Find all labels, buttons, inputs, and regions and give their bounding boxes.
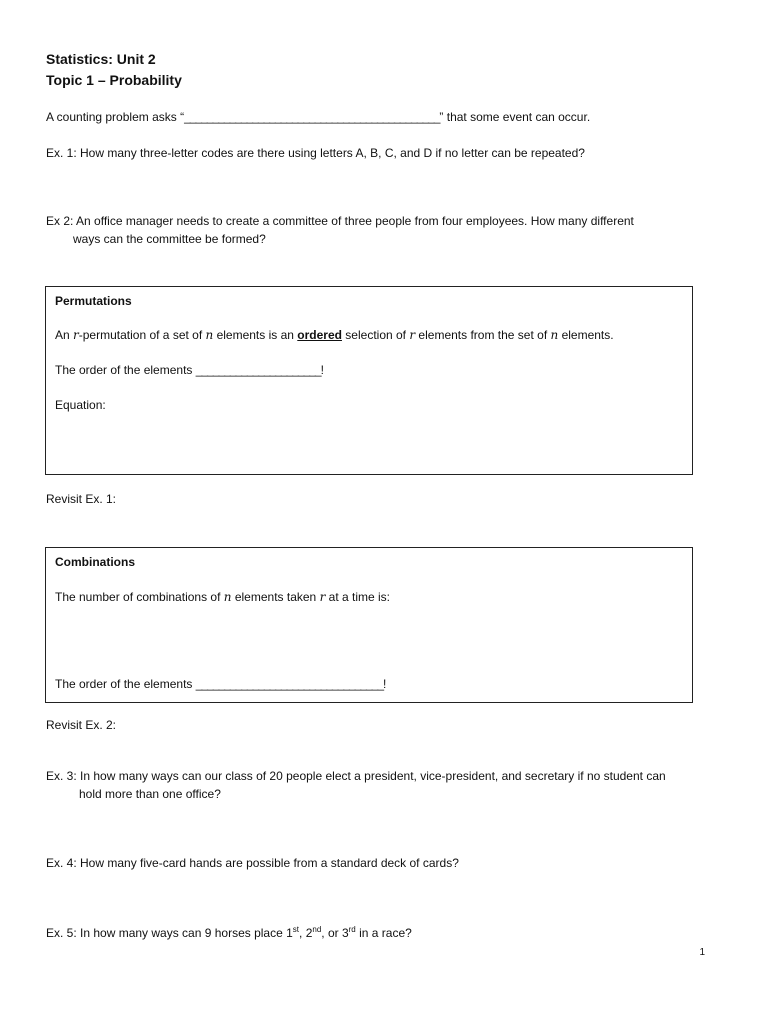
- ordinal-suffix: nd: [312, 925, 322, 934]
- permutations-order-line: [55, 362, 324, 378]
- ordinal-suffix: st: [292, 925, 300, 934]
- revisit-example-1: Revisit Ex. 1:: [46, 492, 117, 506]
- revisit-example-2: Revisit Ex. 2:: [46, 718, 117, 732]
- order-prefix: The order of the elements: [55, 677, 196, 691]
- counting-suffix: ” that some event can occur.: [439, 110, 591, 124]
- page-title: Statistics: Unit 2: [46, 51, 156, 67]
- ex5-text: Ex. 5: In how many ways can 9 horses place 1: [46, 926, 293, 940]
- page-subtitle: Topic 1 – Probability: [46, 72, 182, 88]
- def-text: -permutation of a set of: [78, 328, 206, 342]
- ex5-text: , or 3: [321, 926, 349, 940]
- page-number: 1: [699, 947, 705, 958]
- order-prefix: The order of the elements: [55, 363, 196, 377]
- var-n: n: [223, 590, 232, 604]
- counting-prefix: A counting problem asks “: [46, 110, 185, 124]
- def-text: selection of: [341, 328, 410, 342]
- def-text: An: [55, 328, 74, 342]
- def-text: The number of combinations of: [55, 590, 224, 604]
- var-r: r: [409, 328, 416, 342]
- example-4: Ex. 4: How many five-card hands are possible from a standard deck of cards?: [46, 856, 459, 870]
- def-text: at a time is:: [325, 590, 390, 604]
- example-5: [46, 925, 412, 941]
- order-suffix: !: [383, 677, 387, 691]
- def-text: elements.: [558, 328, 614, 342]
- var-n: n: [550, 328, 559, 342]
- order-blank: ______________________: [195, 363, 321, 377]
- combinations-box: [45, 547, 693, 703]
- ex5-text: , 2: [299, 926, 313, 940]
- var-n: n: [205, 328, 214, 342]
- var-r: r: [319, 590, 326, 604]
- example-3-line2: hold more than one office?: [79, 787, 221, 801]
- var-r: r: [73, 328, 79, 342]
- ordinal-suffix: rd: [348, 925, 356, 934]
- permutations-definition: [55, 327, 614, 343]
- combinations-definition: [55, 589, 390, 605]
- def-text: elements from the set of: [415, 328, 551, 342]
- permutations-heading: Permutations: [55, 294, 132, 308]
- def-text: elements is an: [213, 328, 298, 342]
- ex5-text: in a race?: [355, 926, 412, 940]
- example-2-line1: Ex 2: An office manager needs to create a committee of three people from four employees. How many different: [46, 214, 634, 228]
- equation-label: Equation:: [55, 398, 106, 412]
- order-blank: _________________________________: [195, 677, 383, 691]
- order-suffix: !: [320, 363, 324, 377]
- example-3-line1: Ex. 3: In how many ways can our class of 20 people elect a president, vice-president, and secretary if no student can: [46, 769, 666, 783]
- counting-blank: _____________________________________________: [184, 110, 440, 124]
- def-text: elements taken: [231, 590, 320, 604]
- permutations-box: [45, 286, 693, 475]
- combinations-order-line: [55, 676, 386, 692]
- counting-problem-prompt: [46, 109, 590, 125]
- ordered-emphasis: ordered: [297, 328, 342, 342]
- combinations-heading: Combinations: [55, 555, 135, 569]
- example-2-line2: ways can the committee be formed?: [73, 232, 266, 246]
- example-1: Ex. 1: How many three-letter codes are there using letters A, B, C, and D if no letter can be repeated?: [46, 146, 585, 160]
